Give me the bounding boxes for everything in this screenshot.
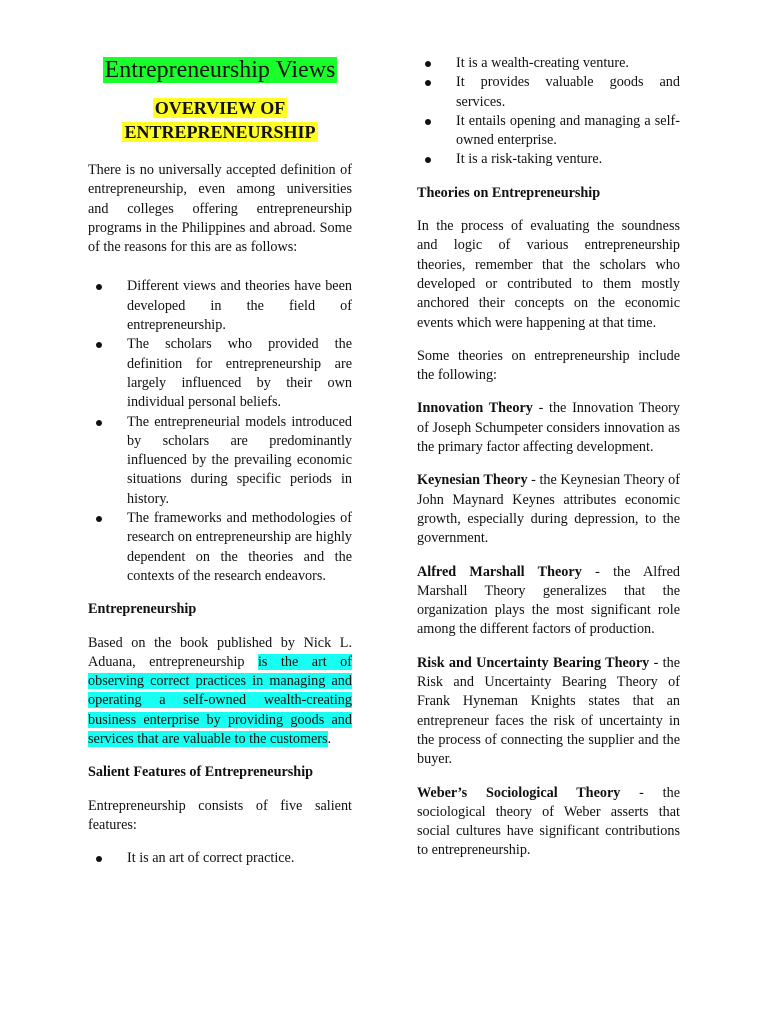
theories-intro: In the process of evaluating the soundness and logic of various entrepreneurship theories, remember that the scholars who developed or contributed to them mostly anchored their concepts on the economic events which were happening at that time. bbox=[417, 218, 680, 331]
theory-desc: - the Innovation Theory of Joseph Schumpeter considers innovation as the primary factor affecting development. bbox=[417, 400, 680, 456]
theory-item bbox=[417, 399, 680, 457]
features-list-start bbox=[88, 849, 352, 868]
left-column bbox=[88, 0, 352, 869]
features-list-continued bbox=[417, 54, 680, 170]
salient-heading: Salient Features of Entrepreneurship bbox=[88, 764, 314, 781]
definition-text: Based on the book published by Nick L. Aduana, entrepreneurship bbox=[88, 634, 352, 670]
theory-item bbox=[417, 471, 680, 548]
section-title: OVERVIEW OF ENTREPRENEURSHIP bbox=[124, 98, 316, 142]
entrepreneurship-heading: Entrepreneurship bbox=[88, 601, 197, 618]
right-column bbox=[417, 0, 680, 861]
theory-item bbox=[417, 654, 680, 770]
theory-desc: - the Alfred Marshall Theory generalizes that the organization plays the most significant role among the different factors of production. bbox=[417, 563, 680, 638]
theory-name: Risk and Uncertainty Bearing Theory bbox=[417, 654, 650, 671]
list-item: It is a wealth-creating venture. bbox=[417, 54, 680, 73]
theories-heading: Theories on Entrepreneurship bbox=[417, 184, 601, 201]
list-item: It is an art of correct practice. bbox=[88, 849, 352, 868]
theory-item bbox=[417, 784, 680, 861]
page-title: Entrepreneurship Views bbox=[104, 57, 336, 83]
subtitle-block bbox=[88, 96, 352, 144]
theories-lead: Some theories on entrepreneurship include the following: bbox=[417, 347, 680, 384]
list-item: The frameworks and methodologies of research on entrepreneurship are highly dependent on the theories and the contexts of the research endeavors. bbox=[88, 509, 352, 586]
list-item: Different views and theories have been developed in the field of entrepreneurship. bbox=[88, 277, 352, 335]
list-item: The scholars who provided the definition for entrepreneurship are largely influenced by their own individual personal beliefs. bbox=[88, 335, 352, 412]
theory-name: Innovation Theory bbox=[417, 400, 533, 417]
theory-item bbox=[417, 563, 680, 640]
theory-name: Weber’s Sociological Theory bbox=[417, 784, 621, 801]
title-block bbox=[88, 55, 352, 85]
intro-paragraph: There is no universally accepted definition of entrepreneurship, even among universities and colleges offering entrepreneurship programs in the Philippines and abroad. Some of the reasons for this are as follows: bbox=[88, 162, 352, 256]
definition-paragraph bbox=[88, 634, 352, 750]
theory-name: Keynesian Theory bbox=[417, 472, 528, 489]
definition-end: . bbox=[327, 731, 332, 748]
salient-intro: Entrepreneurship consists of five salient features: bbox=[88, 797, 352, 833]
list-item: The entrepreneurial models introduced by scholars are predominantly influenced by the prevailing economic situations during specific periods in history. bbox=[88, 413, 352, 509]
theory-name: Alfred Marshall Theory bbox=[417, 563, 582, 580]
theory-desc: - the Keynesian Theory of John Maynard Keynes attributes economic growth, especially during depression, to the government. bbox=[417, 472, 680, 547]
list-item: It is a risk-taking venture. bbox=[417, 150, 680, 169]
list-item: It entails opening and managing a self-owned enterprise. bbox=[417, 112, 680, 151]
reasons-list bbox=[88, 277, 352, 586]
definition-highlight: is the art of observing correct practices in managing and operating a self-owned wealth-creating business enterprise by providing goods and services that are valuable to the customers bbox=[88, 653, 352, 748]
theory-desc: - the sociological theory of Weber asserts that social cultures have significant contributions to entrepreneurship. bbox=[417, 784, 681, 859]
list-item: It provides valuable goods and services. bbox=[417, 73, 680, 112]
theory-desc: - the Risk and Uncertainty Bearing Theory of Frank Hyneman Knights states that an entrepreneur faces the risk of uncertainty in the process of connecting the supplier and the buyer. bbox=[417, 654, 680, 768]
